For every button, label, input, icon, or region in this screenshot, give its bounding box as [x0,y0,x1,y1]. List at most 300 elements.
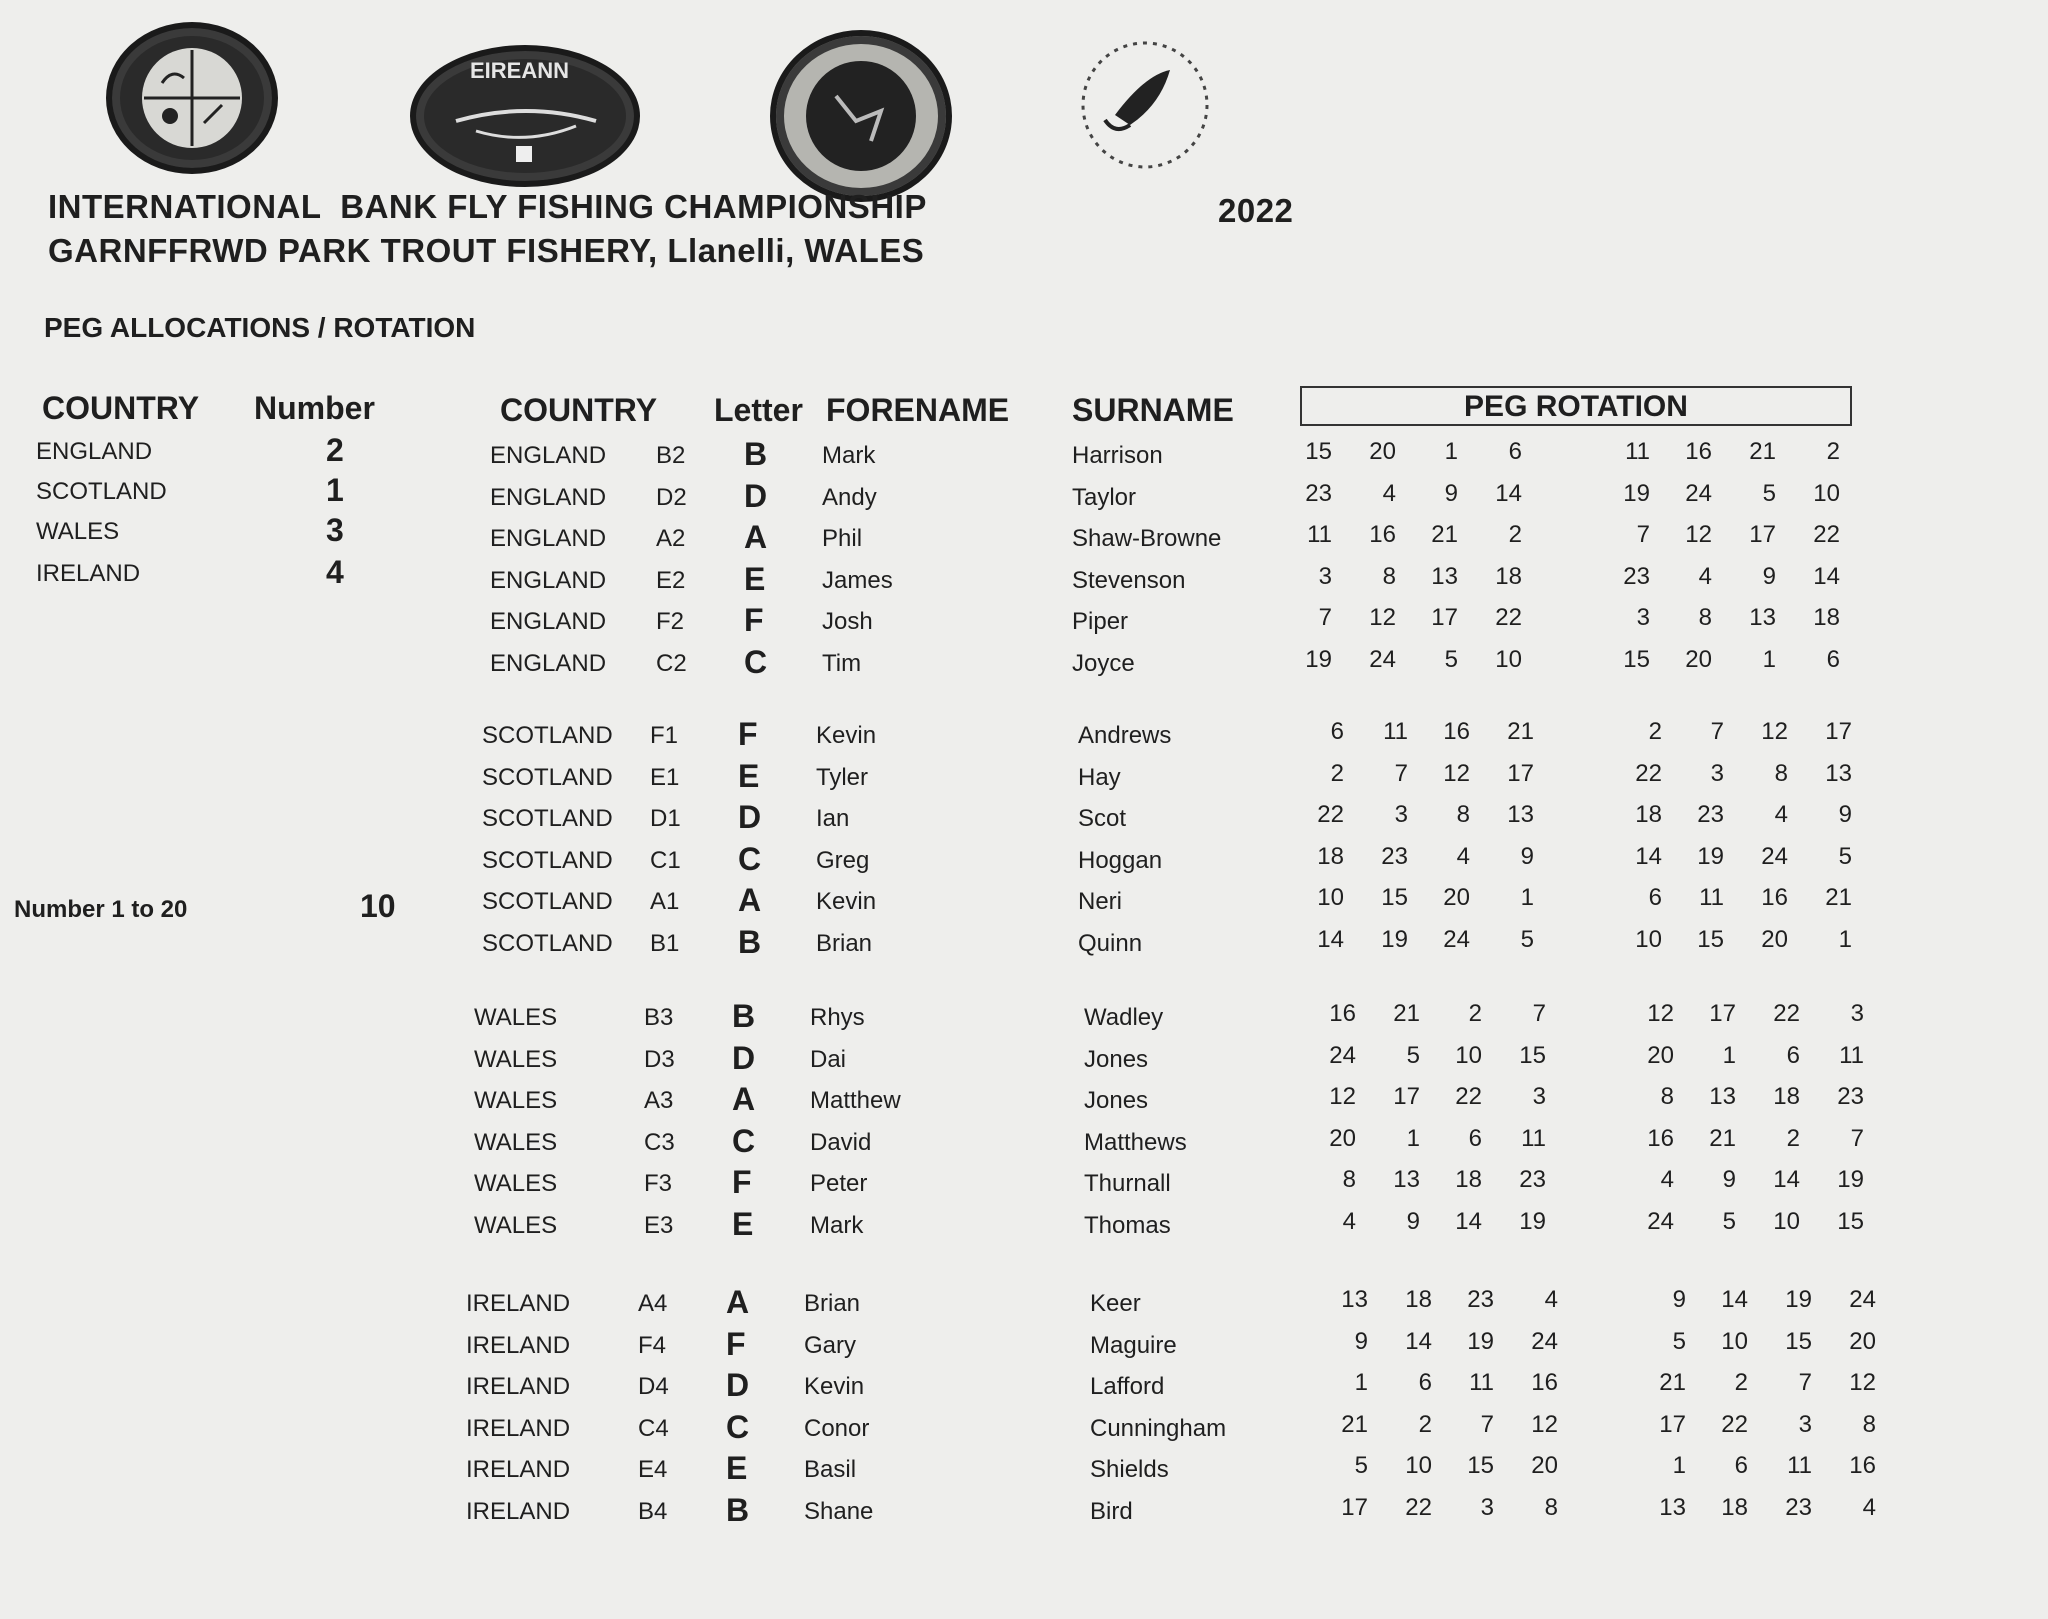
peg-value: 13 [1341,1286,1368,1313]
peg-value: 22 [1317,801,1344,828]
row-country: WALES [474,1087,558,1114]
peg-value: 18 [1635,801,1662,828]
row-forename: Ian [816,805,850,832]
row-country: WALES [474,1046,558,1073]
row-code: C2 [656,650,687,677]
peg-value: 17 [1749,521,1776,548]
row-country: IRELAND [466,1498,571,1525]
peg-value: 15 [1837,1208,1864,1235]
row-forename: Basil [804,1456,857,1483]
peg-value: 7 [1798,1369,1812,1396]
peg-value: 24 [1849,1286,1876,1313]
peg-value: 20 [1369,438,1396,465]
row-letter: E [738,758,760,794]
peg-value: 5 [1406,1042,1420,1069]
peg-value: 1 [1406,1125,1420,1152]
peg-value: 6 [1648,884,1662,911]
peg-value: 12 [1329,1083,1356,1110]
peg-value: 4 [1456,843,1470,870]
row-surname: Wadley [1084,1004,1164,1031]
peg-value: 3 [1394,801,1408,828]
peg-value: 2 [1418,1411,1432,1438]
peg-value: 5 [1520,926,1534,953]
peg-value: 10 [1495,646,1522,673]
peg-value: 7 [1394,760,1408,787]
row-code: C1 [650,847,681,874]
peg-value: 20 [1647,1042,1674,1069]
row-code: D4 [638,1373,669,1400]
peg-value: 17 [1431,604,1458,631]
peg-value: 5 [1722,1208,1736,1235]
peg-value: 15 [1697,926,1724,953]
row-code: A2 [656,525,686,552]
number-range-value: 10 [360,888,396,924]
row-letter: D [726,1367,750,1403]
peg-rotation-header: PEG ROTATION [1300,386,1852,426]
peg-value: 6 [1468,1125,1482,1152]
peg-value: 7 [1636,521,1650,548]
peg-value: 13 [1393,1166,1420,1193]
peg-value: 9 [1354,1328,1368,1355]
peg-value: 22 [1635,760,1662,787]
row-forename: James [822,567,893,594]
peg-value: 9 [1520,843,1534,870]
row-country: WALES [474,1129,558,1156]
peg-value: 22 [1405,1494,1432,1521]
peg-value: 1 [1520,884,1534,911]
peg-value: 18 [1317,843,1344,870]
left-row-country: ENGLAND [36,438,153,465]
peg-value: 14 [1813,563,1840,590]
peg-value: 7 [1710,718,1724,745]
row-forename: Gary [804,1332,857,1359]
peg-value: 10 [1455,1042,1482,1069]
row-surname: Hoggan [1078,847,1163,874]
peg-value: 24 [1647,1208,1674,1235]
peg-value: 13 [1825,760,1852,787]
peg-value: 16 [1369,521,1396,548]
row-code: A3 [644,1087,674,1114]
peg-value: 16 [1849,1452,1876,1479]
peg-value: 21 [1659,1369,1686,1396]
row-forename: Conor [804,1415,870,1442]
peg-value: 10 [1317,884,1344,911]
row-surname: Jones [1084,1087,1149,1114]
peg-value: 8 [1382,563,1396,590]
left-row-country: WALES [36,518,120,545]
forename-header: FORENAME [826,392,1010,428]
peg-value: 17 [1393,1083,1420,1110]
peg-value: 10 [1773,1208,1800,1235]
scottish-anglers-logo [770,30,952,202]
row-surname: Jones [1084,1046,1149,1073]
row-forename: Mark [822,442,876,469]
peg-value: 21 [1393,1000,1420,1027]
peg-value: 24 [1443,926,1470,953]
peg-value: 20 [1329,1125,1356,1152]
peg-value: 17 [1507,760,1534,787]
row-surname: Piper [1072,608,1129,635]
peg-value: 18 [1495,563,1522,590]
row-code: F2 [656,608,685,635]
peg-value: 9 [1672,1286,1686,1313]
peg-value: 9 [1762,563,1776,590]
row-code: D1 [650,805,681,832]
row-forename: Kevin [816,722,877,749]
surname-header: SURNAME [1072,392,1234,428]
peg-value: 11 [1469,1369,1494,1396]
row-code: C4 [638,1415,669,1442]
row-surname: Harrison [1072,442,1163,469]
peg-value: 22 [1773,1000,1800,1027]
row-letter: A [732,1081,756,1117]
row-surname: Andrews [1078,722,1172,749]
peg-value: 4 [1544,1286,1558,1313]
row-country: ENGLAND [490,567,607,594]
row-code: F1 [650,722,679,749]
row-forename: Greg [816,847,870,874]
row-code: E1 [650,764,680,791]
peg-value: 17 [1659,1411,1686,1438]
eireann-logo-text: EIREANN [470,58,570,83]
row-letter: D [738,799,762,835]
row-letter: B [732,998,756,1034]
peg-value: 16 [1685,438,1712,465]
peg-value: 24 [1369,646,1396,673]
peg-value: 16 [1761,884,1788,911]
row-letter: B [738,924,762,960]
peg-value: 21 [1507,718,1534,745]
year: 2022 [1218,192,1294,229]
row-surname: Maguire [1090,1332,1177,1359]
peg-value: 24 [1329,1042,1356,1069]
row-surname: Hay [1078,764,1121,791]
peg-value: 5 [1444,646,1458,673]
left-number-header: Number [254,390,375,426]
peg-value: 7 [1318,604,1332,631]
peg-value: 13 [1507,801,1534,828]
row-forename: Brian [816,930,873,957]
peg-value: 19 [1305,646,1332,673]
peg-value: 23 [1519,1166,1546,1193]
peg-value: 7 [1480,1411,1494,1438]
peg-value: 22 [1455,1083,1482,1110]
england-association-logo [106,22,278,174]
peg-value: 20 [1531,1452,1558,1479]
peg-value: 8 [1456,801,1470,828]
peg-value: 13 [1709,1083,1736,1110]
peg-value: 14 [1405,1328,1432,1355]
peg-value: 19 [1381,926,1408,953]
peg-value: 12 [1849,1369,1876,1396]
row-letter: E [732,1206,754,1242]
row-letter: C [732,1123,756,1159]
peg-value: 15 [1305,438,1332,465]
row-country: ENGLAND [490,442,607,469]
row-letter: F [726,1326,746,1362]
peg-value: 1 [1762,646,1776,673]
peg-value: 23 [1467,1286,1494,1313]
peg-value: 9 [1722,1166,1736,1193]
left-row-country: SCOTLAND [36,478,167,505]
row-code: B4 [638,1498,668,1525]
peg-value: 8 [1698,604,1712,631]
row-surname: Bird [1090,1498,1133,1525]
row-letter: B [726,1492,750,1528]
row-surname: Neri [1078,888,1123,915]
row-letter: C [738,841,762,877]
peg-value: 5 [1672,1328,1686,1355]
row-code: E4 [638,1456,668,1483]
row-forename: Kevin [804,1373,865,1400]
row-surname: Lafford [1090,1373,1165,1400]
peg-value: 12 [1531,1411,1558,1438]
row-surname: Thurnall [1084,1170,1171,1197]
peg-value: 8 [1544,1494,1558,1521]
row-code: D3 [644,1046,675,1073]
row-surname: Keer [1090,1290,1141,1317]
peg-value: 2 [1648,718,1662,745]
peg-value: 6 [1826,646,1840,673]
welsh-fly-logo [1060,35,1230,175]
peg-value: 1 [1838,926,1852,953]
peg-value: 23 [1785,1494,1812,1521]
peg-value: 14 [1773,1166,1800,1193]
peg-value: 15 [1623,646,1650,673]
peg-value: 4 [1342,1208,1356,1235]
row-letter: F [744,602,764,638]
row-forename: Kevin [816,888,877,915]
peg-value: 18 [1813,604,1840,631]
row-forename: David [810,1129,872,1156]
peg-value: 3 [1850,1000,1864,1027]
left-row-number: 3 [326,512,344,548]
peg-value: 20 [1761,926,1788,953]
left-row-number: 1 [326,472,344,508]
peg-value: 3 [1798,1411,1812,1438]
row-country: ENGLAND [490,484,607,511]
row-letter: A [744,519,768,555]
peg-value: 6 [1734,1452,1748,1479]
row-surname: Shields [1090,1456,1169,1483]
peg-value: 20 [1685,646,1712,673]
row-letter: D [744,478,768,514]
row-forename: Tyler [816,764,869,791]
peg-value: 12 [1443,760,1470,787]
peg-value: 18 [1455,1166,1482,1193]
peg-value: 9 [1838,801,1852,828]
number-range-label: Number 1 to 20 [14,896,188,923]
row-country: WALES [474,1004,558,1031]
peg-value: 8 [1862,1411,1876,1438]
row-surname: Cunningham [1090,1415,1227,1442]
row-country: ENGLAND [490,525,607,552]
peg-value: 7 [1850,1125,1864,1152]
row-country: IRELAND [466,1373,571,1400]
row-forename: Brian [804,1290,861,1317]
peg-value: 17 [1825,718,1852,745]
row-country: IRELAND [466,1456,571,1483]
peg-value: 24 [1685,480,1712,507]
peg-value: 13 [1749,604,1776,631]
row-country: IRELAND [466,1290,571,1317]
peg-value: 18 [1773,1083,1800,1110]
left-country-header: COUNTRY [42,390,200,426]
peg-value: 21 [1431,521,1458,548]
row-forename: Matthew [810,1087,901,1114]
peg-value: 23 [1837,1083,1864,1110]
row-surname: Stevenson [1072,567,1186,594]
row-code: B3 [644,1004,674,1031]
row-code: E3 [644,1212,674,1239]
peg-value: 2 [1826,438,1840,465]
row-country: ENGLAND [490,650,607,677]
letter-header: Letter [714,392,803,428]
row-code: F4 [638,1332,667,1359]
row-letter: E [726,1450,748,1486]
row-forename: Mark [810,1212,864,1239]
row-letter: E [744,561,766,597]
peg-value: 2 [1508,521,1522,548]
peg-value: 11 [1699,884,1724,911]
section-title: PEG ALLOCATIONS / ROTATION [44,312,476,343]
peg-value: 21 [1341,1411,1368,1438]
row-letter: C [726,1409,750,1445]
peg-value: 19 [1837,1166,1864,1193]
country-header: COUNTRY [500,392,658,428]
row-surname: Taylor [1072,484,1137,511]
peg-value: 14 [1495,480,1522,507]
row-surname: Scot [1078,805,1127,832]
peg-value: 5 [1838,843,1852,870]
peg-value: 20 [1443,884,1470,911]
peg-value: 4 [1862,1494,1876,1521]
peg-value: 6 [1330,718,1344,745]
row-code: A1 [650,888,680,915]
left-row-number: 2 [326,432,344,468]
peg-value: 12 [1685,521,1712,548]
peg-value: 13 [1659,1494,1686,1521]
peg-value: 6 [1508,438,1522,465]
row-letter: C [744,644,768,680]
row-country: WALES [474,1212,558,1239]
left-row-number: 4 [326,554,344,590]
row-code: C3 [644,1129,675,1156]
peg-value: 3 [1532,1083,1546,1110]
row-forename: Shane [804,1498,874,1525]
peg-value: 16 [1531,1369,1558,1396]
left-row-country: IRELAND [36,560,141,587]
peg-value: 19 [1785,1286,1812,1313]
peg-value: 2 [1734,1369,1748,1396]
row-surname: Shaw-Browne [1072,525,1222,552]
row-forename: Josh [822,608,873,635]
peg-value: 16 [1329,1000,1356,1027]
row-forename: Tim [822,650,862,677]
peg-value: 9 [1406,1208,1420,1235]
peg-value: 22 [1813,521,1840,548]
peg-value: 2 [1330,760,1344,787]
row-surname: Matthews [1084,1129,1187,1156]
peg-value: 18 [1721,1494,1748,1521]
peg-value: 15 [1381,884,1408,911]
peg-value: 15 [1467,1452,1494,1479]
row-surname: Quinn [1078,930,1143,957]
row-letter: F [732,1164,752,1200]
row-country: IRELAND [466,1332,571,1359]
peg-value: 18 [1405,1286,1432,1313]
peg-value: 5 [1354,1452,1368,1479]
peg-value: 21 [1709,1125,1736,1152]
peg-value: 6 [1418,1369,1432,1396]
peg-value: 4 [1382,480,1396,507]
peg-value: 10 [1405,1452,1432,1479]
peg-value: 8 [1774,760,1788,787]
peg-value: 3 [1710,760,1724,787]
peg-value: 2 [1468,1000,1482,1027]
row-code: A4 [638,1290,668,1317]
row-country: IRELAND [466,1415,571,1442]
peg-value: 16 [1443,718,1470,745]
row-code: D2 [656,484,687,511]
peg-value: 1 [1722,1042,1736,1069]
peg-value: 10 [1813,480,1840,507]
peg-value: 1 [1444,438,1458,465]
peg-value: 4 [1698,563,1712,590]
peg-value: 20 [1849,1328,1876,1355]
peg-value: 8 [1660,1083,1674,1110]
peg-value: 2 [1786,1125,1800,1152]
peg-value: 10 [1635,926,1662,953]
peg-value: 11 [1839,1042,1864,1069]
peg-value: 23 [1381,843,1408,870]
row-country: SCOTLAND [482,847,613,874]
row-forename: Dai [810,1046,847,1073]
peg-value: 23 [1623,563,1650,590]
peg-value: 15 [1785,1328,1812,1355]
peg-value: 12 [1761,718,1788,745]
peg-value: 13 [1431,563,1458,590]
row-letter: A [738,882,762,918]
peg-value: 4 [1774,801,1788,828]
row-country: ENGLAND [490,608,607,635]
peg-value: 1 [1354,1369,1368,1396]
peg-value: 12 [1369,604,1396,631]
row-letter: A [726,1284,750,1320]
peg-value: 17 [1709,1000,1736,1027]
peg-value: 8 [1342,1166,1356,1193]
peg-value: 14 [1317,926,1344,953]
row-country: SCOTLAND [482,764,613,791]
peg-value: 15 [1519,1042,1546,1069]
peg-value: 19 [1519,1208,1546,1235]
row-letter: D [732,1040,756,1076]
peg-value: 22 [1721,1411,1748,1438]
row-country: WALES [474,1170,558,1197]
peg-value: 6 [1786,1042,1800,1069]
peg-value: 14 [1455,1208,1482,1235]
row-forename: Andy [822,484,877,511]
row-country: SCOTLAND [482,722,613,749]
peg-value: 21 [1825,884,1852,911]
row-country: SCOTLAND [482,930,613,957]
row-letter: F [738,716,758,752]
row-code: B1 [650,930,680,957]
row-forename: Peter [810,1170,868,1197]
peg-value: 24 [1761,843,1788,870]
peg-value: 4 [1660,1166,1674,1193]
row-surname: Thomas [1084,1212,1171,1239]
